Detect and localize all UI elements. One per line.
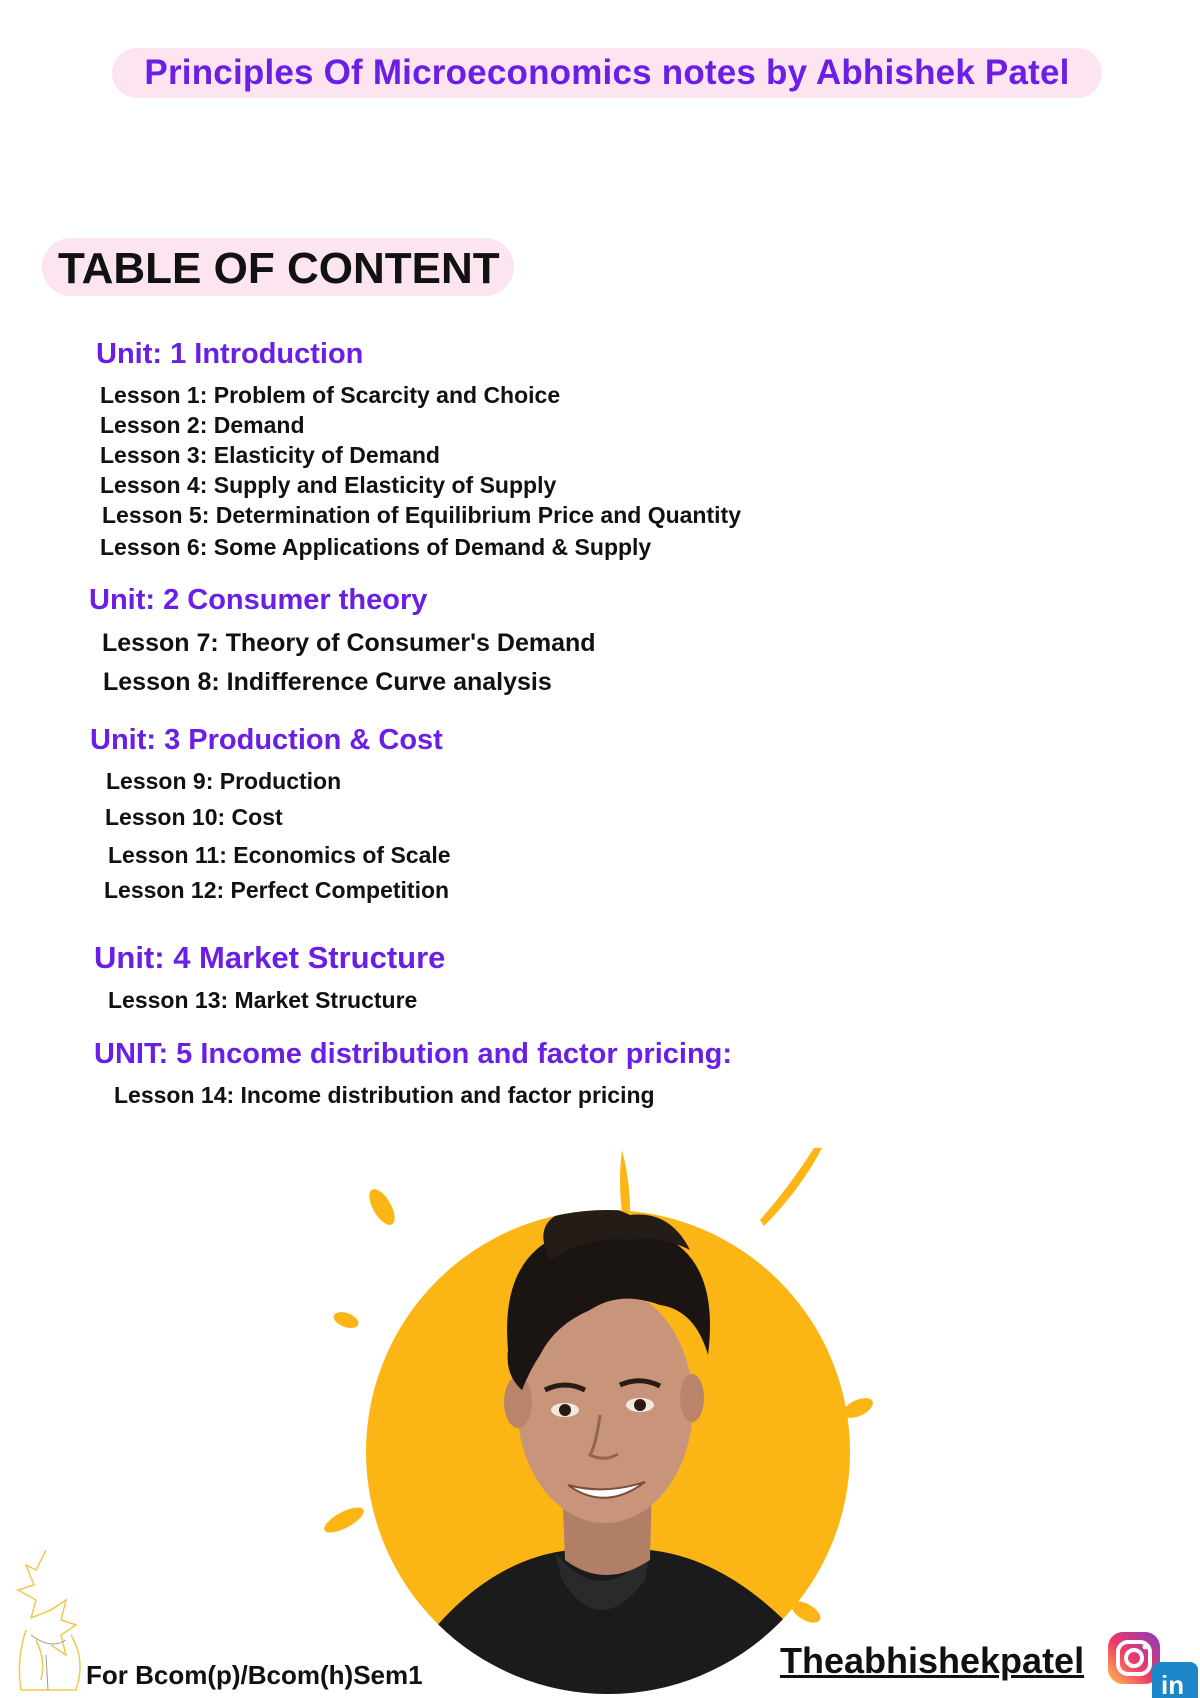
lesson-item: Lesson 5: Determination of Equilibrium Price and Quantity bbox=[102, 502, 741, 528]
lesson-item: Lesson 8: Indifference Curve analysis bbox=[103, 668, 552, 696]
lesson-item: Lesson 9: Production bbox=[106, 768, 342, 794]
lesson-item: Lesson 7: Theory of Consumer's Demand bbox=[102, 629, 596, 657]
course-label: For Bcom(p)/Bcom(h)Sem1 bbox=[86, 1660, 423, 1690]
document-title: Principles Of Microeconomics notes by Abhishek Patel bbox=[144, 53, 1070, 92]
lesson-item: Lesson 3: Elasticity of Demand bbox=[100, 442, 440, 468]
linkedin-icon[interactable] bbox=[1150, 1658, 1200, 1698]
lesson-item: Lesson 14: Income distribution and factor pricing bbox=[114, 1082, 655, 1108]
unit-3-heading: Unit: 3 Production & Cost bbox=[90, 724, 443, 756]
toc-heading: TABLE OF CONTENT bbox=[58, 244, 500, 293]
unit-1-heading: Unit: 1 Introduction bbox=[96, 338, 364, 370]
lesson-item: Lesson 11: Economics of Scale bbox=[108, 842, 451, 868]
unit-2-heading: Unit: 2 Consumer theory bbox=[89, 584, 428, 616]
character-sketch bbox=[6, 1540, 96, 1695]
author-handle-link[interactable]: Theabhishekpatel bbox=[780, 1640, 1085, 1681]
svg-text:in: in bbox=[1161, 1670, 1185, 1698]
lesson-item: Lesson 6: Some Applications of Demand & Supply bbox=[100, 534, 652, 560]
lesson-item: Lesson 13: Market Structure bbox=[108, 987, 418, 1013]
author-portrait bbox=[300, 1140, 900, 1698]
unit-5-heading: UNIT: 5 Income distribution and factor pricing: bbox=[94, 1038, 733, 1070]
lesson-item: Lesson 2: Demand bbox=[100, 412, 305, 438]
unit-4-heading: Unit: 4 Market Structure bbox=[94, 940, 446, 975]
header-banner bbox=[112, 48, 1102, 98]
author-photo bbox=[300, 1140, 900, 1698]
lesson-item: Lesson 4: Supply and Elasticity of Supply bbox=[100, 472, 557, 498]
lesson-item: Lesson 1: Problem of Scarcity and Choice bbox=[100, 382, 561, 408]
lesson-item: Lesson 10: Cost bbox=[105, 804, 283, 830]
lesson-item: Lesson 12: Perfect Competition bbox=[104, 877, 450, 903]
